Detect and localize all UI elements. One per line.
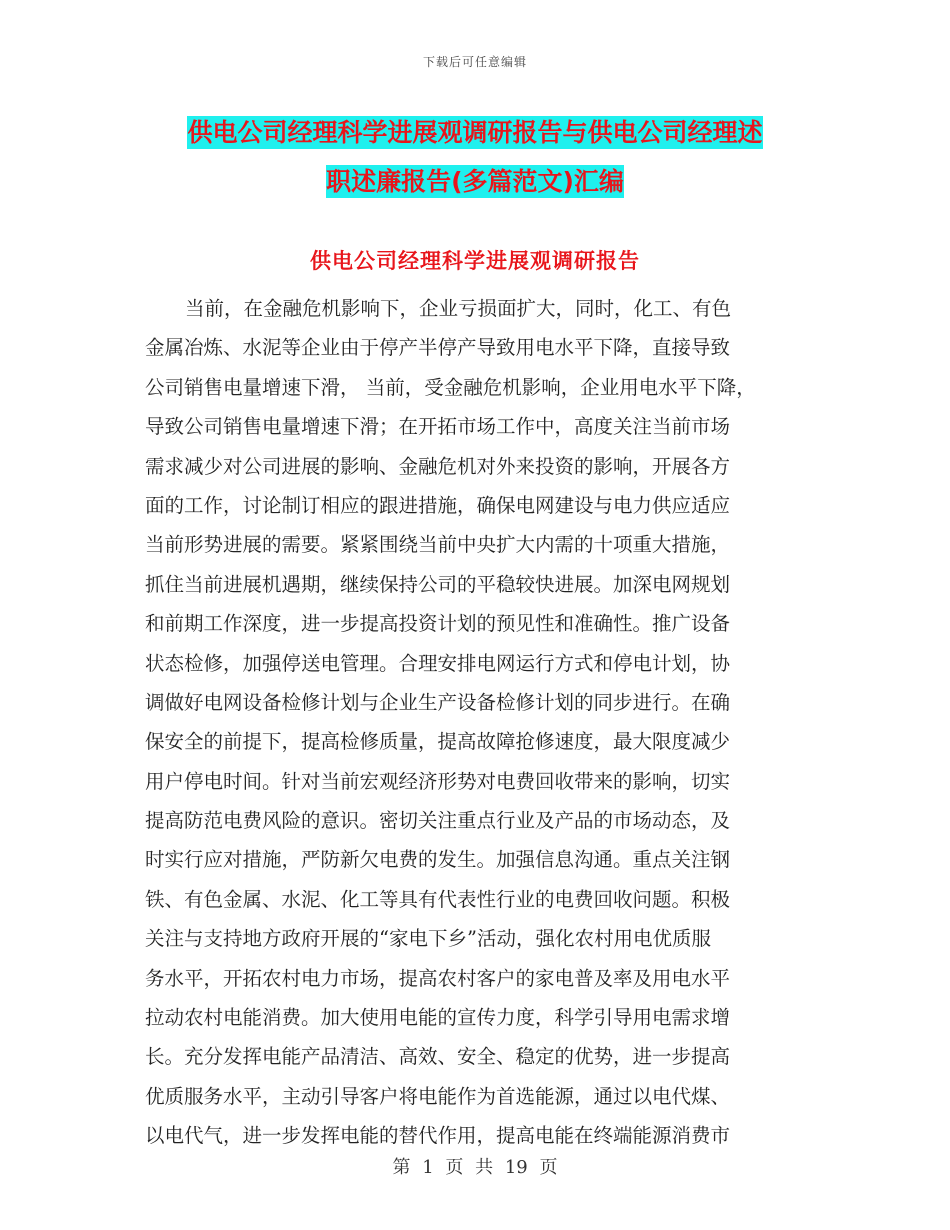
paragraph-line: 提高防范电费风险的意识。密切关注重点行业及产品的市场动态，及 xyxy=(145,809,731,833)
paragraph-line: 公司销售电量增速下滑， 当前，受金融危机影响，企业用电水平下降， xyxy=(145,375,756,399)
paragraph-line: 和前期工作深度，进一步提高投资计划的预见性和准确性。推广设备 xyxy=(145,612,731,636)
paragraph-line: 调做好电网设备检修计划与企业生产设备检修计划的同步进行。在确 xyxy=(145,690,731,714)
paragraph-line: 当前，在金融危机影响下，企业亏损面扩大，同时，化工、有色 xyxy=(185,297,732,320)
paragraph-line: 需求减少对公司进展的影响、金融危机对外来投资的影响，开展各方 xyxy=(145,454,731,478)
paragraph-line: 面的工作，讨论制订相应的跟进措施，确保电网建设与电力供应适应 xyxy=(145,493,731,517)
document-title-line-1: 供电公司经理科学进展观调研报告与供电公司经理述 xyxy=(187,118,763,147)
section-title: 供电公司经理科学进展观调研报告 xyxy=(310,249,640,273)
paragraph-line: 时实行应对措施，严防新欠电费的发生。加强信息沟通。重点关注钢 xyxy=(145,848,731,872)
paragraph-line: 拉动农村电能消费。加大使用电能的宣传力度，科学引导用电需求增 xyxy=(145,1006,731,1030)
document-title-line-2: 职述廉报告(多篇范文)汇编 xyxy=(326,167,624,196)
paragraph-line: 导致公司销售电量增速下滑；在开拓市场工作中，高度关注当前市场 xyxy=(145,415,731,439)
paragraph-line: 长。充分发挥电能产品清洁、高效、安全、稳定的优势，进一步提高 xyxy=(145,1045,731,1069)
paragraph-line: 当前形势进展的需要。紧紧围绕当前中央扩大内需的十项重大措施， xyxy=(145,533,731,557)
paragraph-line: 状态检修，加强停送电管理。合理安排电网运行方式和停电计划，协 xyxy=(145,651,731,675)
paragraph-line: 抓住当前进展机遇期，继续保持公司的平稳较快进展。加深电网规划 xyxy=(145,572,731,596)
paragraph-line: 优质服务水平，主动引导客户将电能作为首选能源，通过以电代煤、 xyxy=(145,1084,731,1108)
paragraph-line: 保安全的前提下，提高检修质量，提高故障抢修速度，最大限度减少 xyxy=(145,730,731,754)
page-footer: 第 1 页 共 19 页 xyxy=(392,1157,558,1178)
paragraph-line: 以电代气，进一步发挥电能的替代作用，提高电能在终端能源消费市 xyxy=(145,1124,731,1148)
paragraph-line: 务水平，开拓农村电力市场，提高农村客户的家电普及率及用电水平 xyxy=(145,966,731,990)
body-paragraph xyxy=(145,289,805,1156)
paragraph-line: 金属冶炼、水泥等企业由于停产半停产导致用电水平下降，直接导致 xyxy=(145,336,731,360)
paragraph-line: 关注与支持地方政府开展的“家电下乡”活动，强化农村用电优质服 xyxy=(145,927,711,951)
paragraph-line: 用户停电时间。针对当前宏观经济形势对电费回收带来的影响，切实 xyxy=(145,769,731,793)
document-title xyxy=(0,108,950,206)
paragraph-line: 铁、有色金属、水泥、化工等具有代表性行业的电费回收问题。积极 xyxy=(145,887,731,911)
header-note: 下载后可任意编辑 xyxy=(422,55,527,69)
